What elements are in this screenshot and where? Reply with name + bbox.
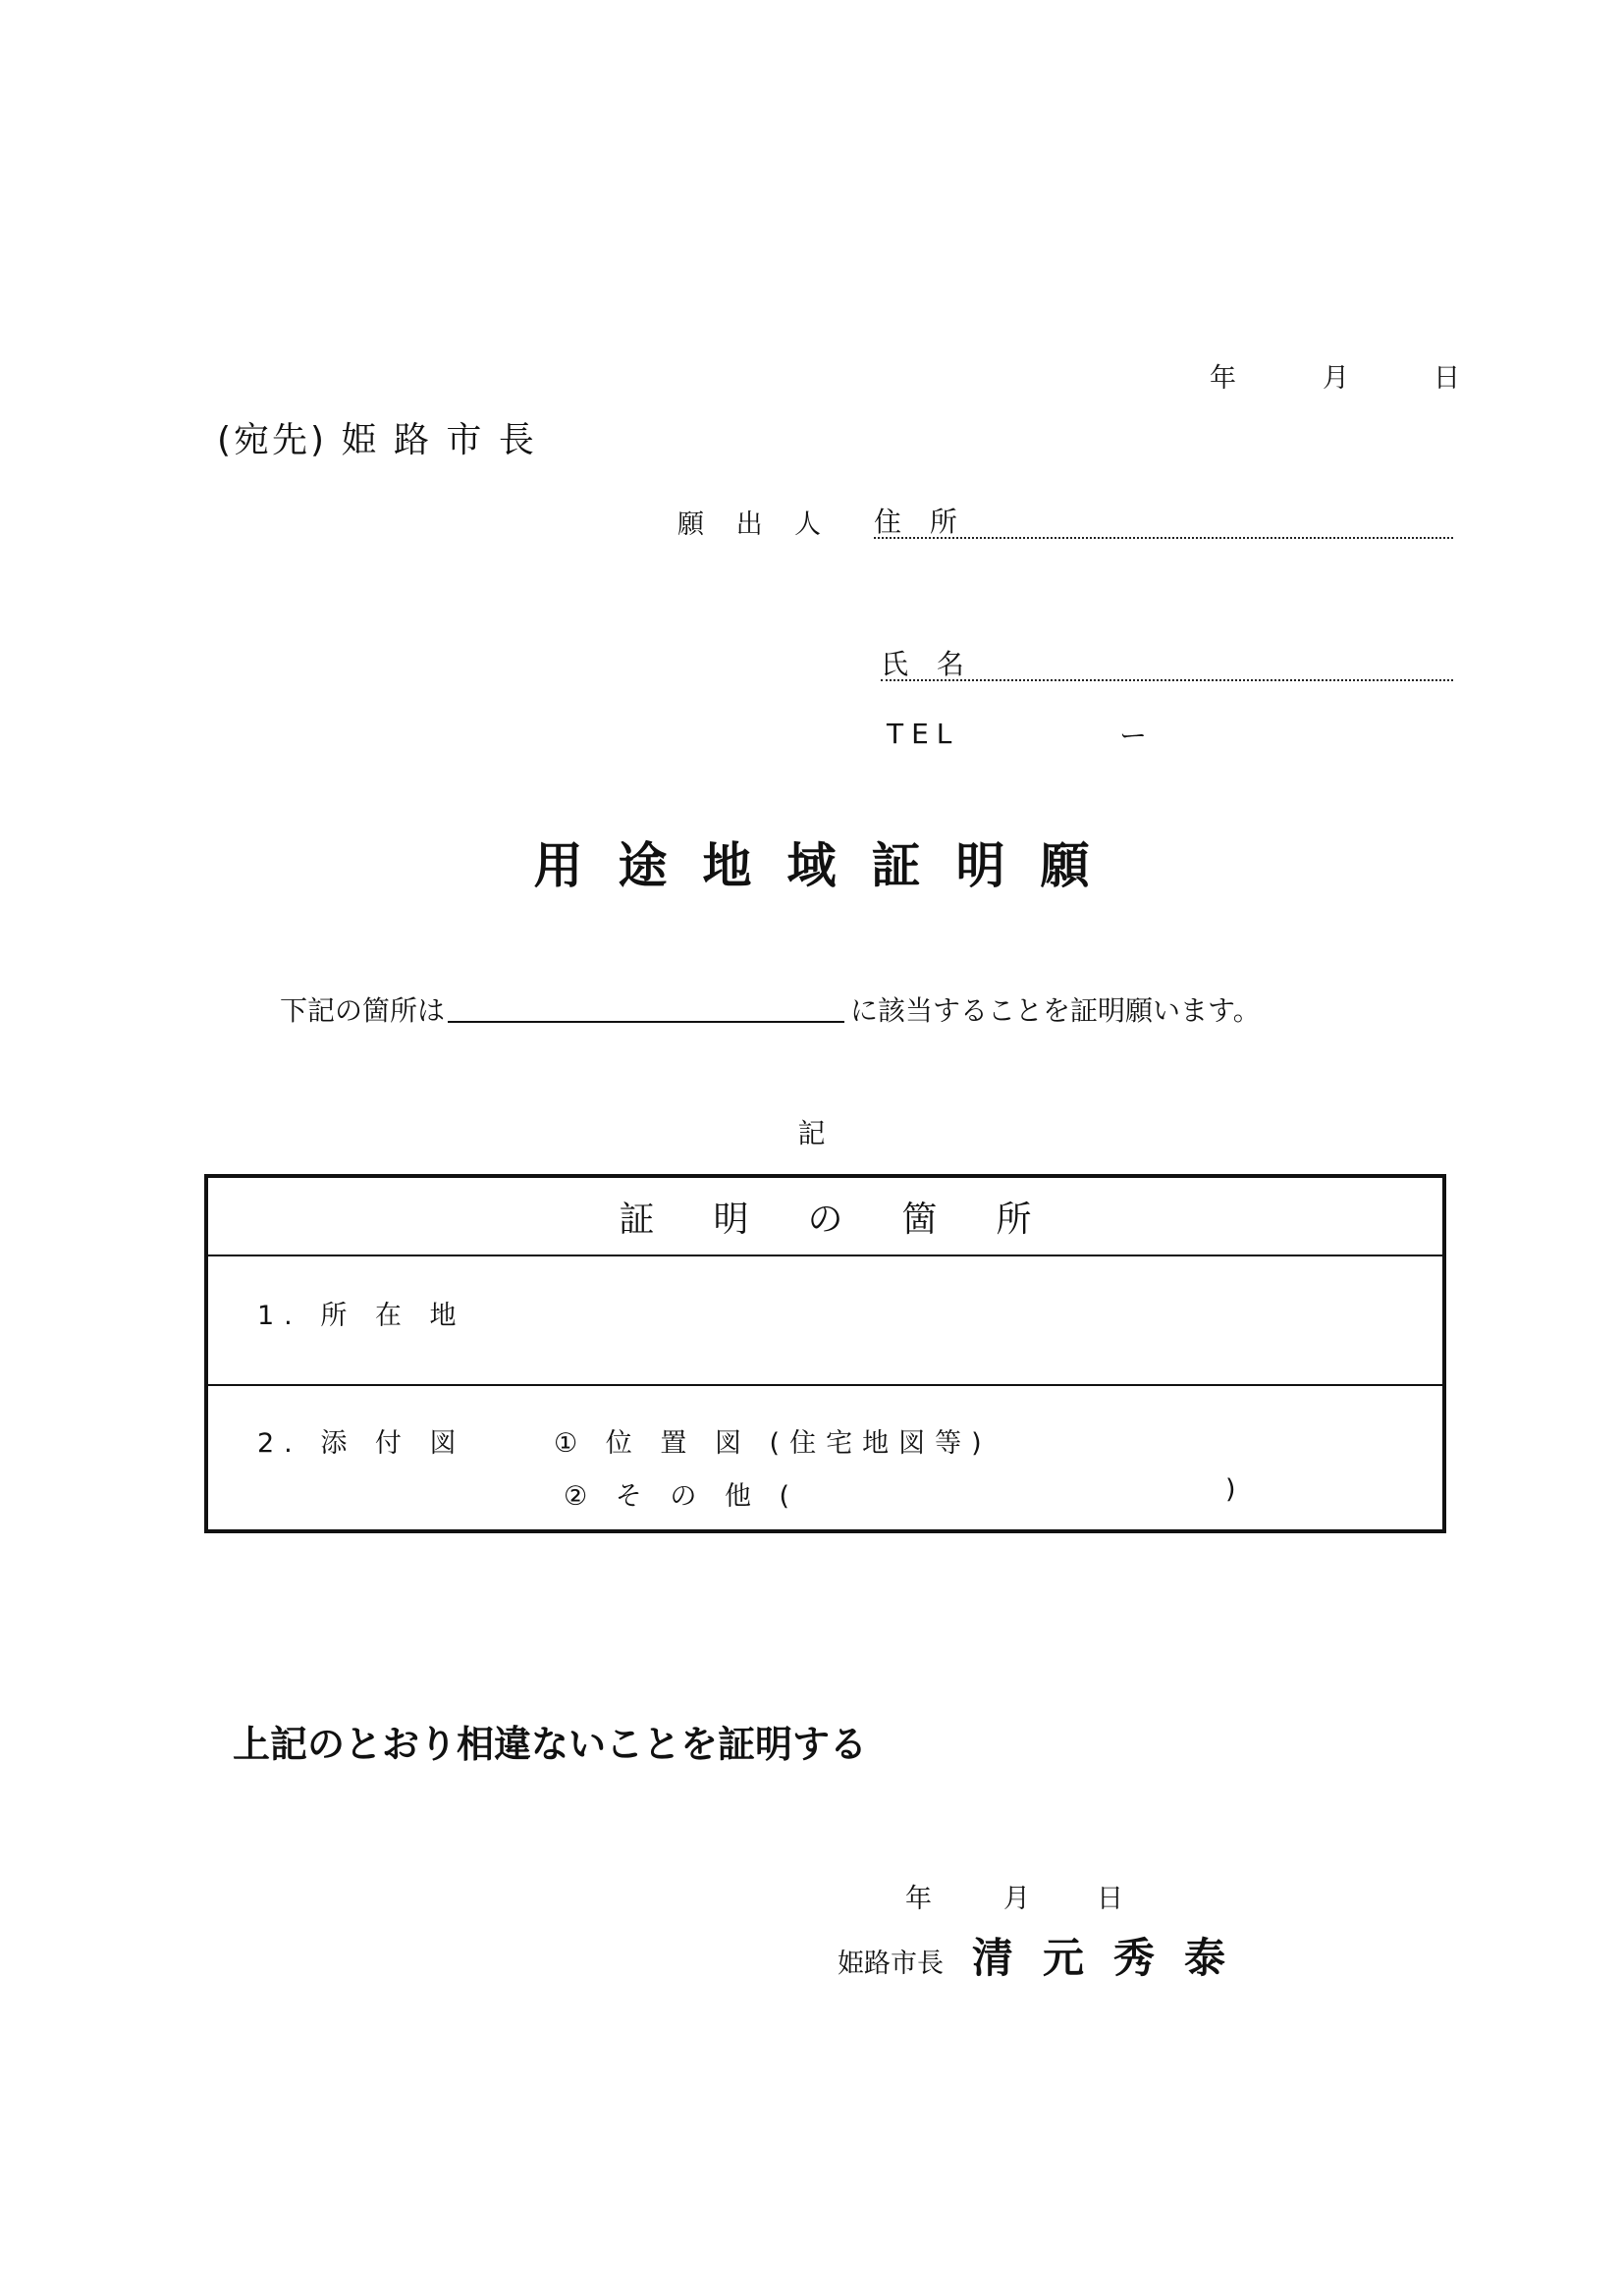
table-divider (208, 1384, 1442, 1386)
row-location-label: 1. 所 在 地 (257, 1301, 466, 1331)
certificate-location-table (204, 1174, 1446, 1533)
attachment-item-other: ② そ の 他 ( (564, 1481, 800, 1512)
address-label: 住 所 (874, 506, 967, 538)
certification-statement: 上記のとおり相違ないことを証明する (233, 1723, 868, 1766)
tel-dash: ー (1119, 720, 1148, 752)
mayor-name: 清元秀泰 (972, 1934, 1256, 1982)
mayor-title: 姫路市長 (838, 1949, 944, 1979)
attachment-item-location-map: ① 位 置 図 (住宅地図等) (554, 1428, 992, 1459)
footer-date-day: 日 (1097, 1884, 1123, 1914)
attachment-other-close: ) (1225, 1474, 1246, 1505)
date-month-label: 月 (1323, 363, 1349, 394)
footer-date-year: 年 (905, 1884, 932, 1914)
date-day-label: 日 (1434, 363, 1460, 394)
name-label: 氏 名 (881, 648, 974, 680)
footer-date-month: 月 (1003, 1884, 1030, 1914)
name-field[interactable] (881, 679, 1453, 681)
table-header: 証明の箇所 (619, 1200, 1091, 1240)
request-prefix: 下記の箇所は (280, 994, 446, 1027)
addressee: (宛先) 姫 路 市 長 (217, 420, 537, 460)
address-field[interactable] (874, 537, 1453, 539)
request-suffix: に該当することを証明願います。 (850, 994, 1261, 1027)
table-divider (208, 1255, 1442, 1256)
date-year-label: 年 (1210, 363, 1236, 394)
zone-blank-field[interactable] (448, 1021, 844, 1023)
tel-label: TEL (887, 718, 960, 750)
document-title: 用途地域証明願 (533, 837, 1125, 894)
applicant-label: 願 出 人 (677, 509, 834, 540)
ki-label: 記 (797, 1117, 826, 1149)
row-attachment-label: 2. 添 付 図 (257, 1428, 466, 1459)
